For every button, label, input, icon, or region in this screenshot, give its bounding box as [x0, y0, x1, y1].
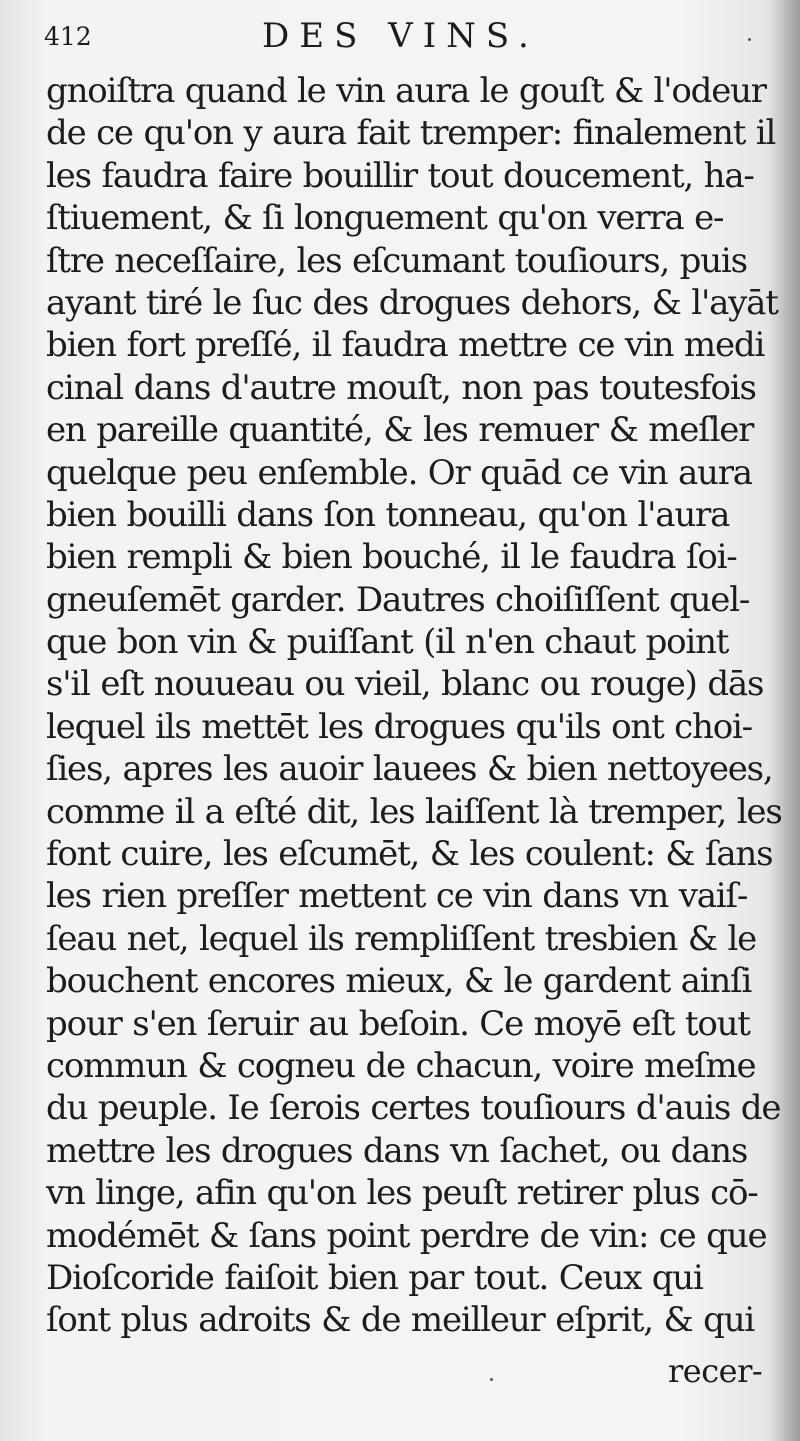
text-line: en pareille quantité, & les remuer & meſler	[46, 410, 754, 451]
text-line: commun & cogneu de chacun, voire meſme	[46, 1045, 756, 1086]
text-line: ſtiuement, & ſi longuement qu'on verra e-	[46, 198, 724, 239]
text-line: ſont plus adroits & de meilleur eſprit, & qui	[46, 1300, 755, 1341]
text-line: Dioſcoride faiſoit bien par tout. Ceux qui	[46, 1257, 703, 1298]
ink-speck	[748, 38, 751, 41]
text-line: pour s'en ſeruir au beſoin. Ce moyē eſt tout	[46, 1003, 750, 1044]
text-line: gneuſemēt garder. Dautres choiſiſſent quel-	[46, 579, 750, 620]
page-header	[0, 14, 800, 58]
text-line: cinal dans d'autre mouſt, non pas toutesfois	[46, 367, 756, 408]
text-line: du peuple. Ie ſerois certes touſiours d'auis de	[46, 1088, 781, 1129]
text-line: ayant tiré le ſuc des drogues dehors, & l'ayāt	[46, 282, 778, 323]
text-line: mettre les drogues dans vn ſachet, ou dans	[46, 1130, 748, 1171]
text-line: les rien preſſer mettent ce vin dans vn vaiſ-	[46, 876, 748, 917]
text-line: gnoiſtra quand le vin aura le gouſt & l'odeur	[46, 71, 766, 111]
text-line: ſies, apres les auoir lauees & bien nettoyees,	[46, 749, 773, 790]
text-line: s'il eſt nouueau ou vieil, blanc ou rouge) dās	[46, 664, 764, 705]
text-line: bien rempli & bien bouché, il le faudra ſoi-	[46, 537, 737, 578]
text-line: lequel ils mettēt les drogues qu'ils ont choi-	[46, 706, 752, 747]
text-line: bien fort preſſé, il faudra mettre ce vin medi	[46, 325, 765, 366]
text-line: que bon vin & puiſſant (il n'en chaut point	[46, 622, 729, 663]
catchword: recer-	[668, 1352, 763, 1390]
body-text	[46, 70, 782, 1342]
ink-speck	[490, 1378, 493, 1381]
text-line: de ce qu'on y aura fait tremper: finalement il	[46, 113, 776, 154]
text-line: font cuire, les eſcumēt, & les coulent: & ſans	[46, 834, 773, 875]
text-line: ſeau net, lequel ils rempliſſent tresbien & le	[46, 918, 757, 959]
text-line: quelque peu enſemble. Or quād ce vin aura	[46, 452, 752, 493]
running-head: DES VINS.	[262, 16, 539, 56]
text-line: modémēt & ſans point perdre de vin: ce que	[46, 1215, 767, 1256]
text-line: les faudra faire bouillir tout doucement, ha-	[46, 155, 754, 196]
text-line: ſtre neceſſaire, les eſcumant touſiours, puis	[46, 240, 747, 281]
text-line: bouchent encores mieux, & le gardent ainſi	[46, 961, 752, 1002]
text-line: bien bouilli dans ſon tonneau, qu'on l'aura	[46, 494, 730, 535]
text-line: comme il a eſté dit, les laiſſent là tremper, les	[46, 791, 782, 832]
page-number: 412	[44, 22, 92, 51]
text-line: vn linge, afin qu'on les peuſt retirer plus cō-	[46, 1173, 758, 1214]
